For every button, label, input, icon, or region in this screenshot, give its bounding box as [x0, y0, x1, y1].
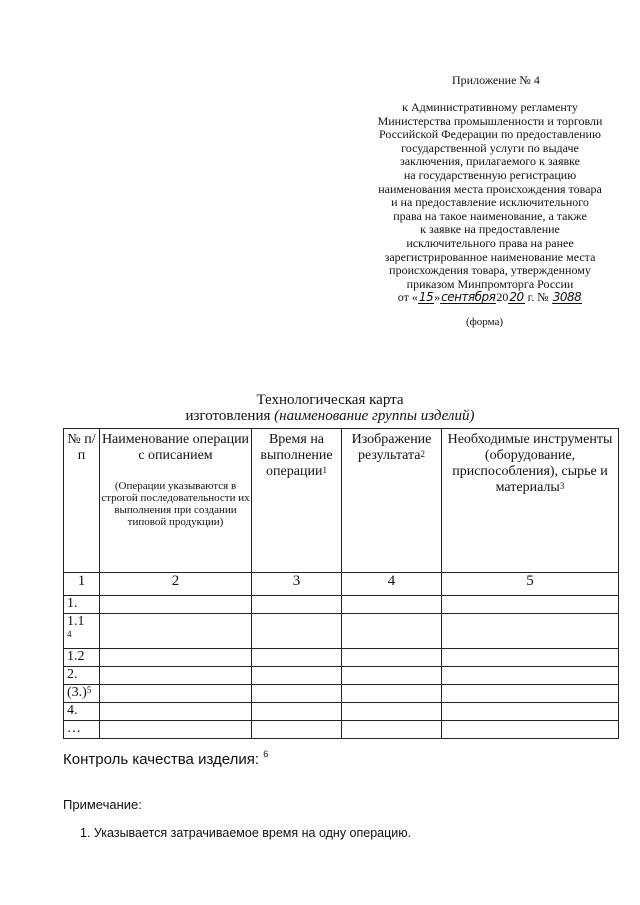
row-label — [64, 721, 100, 739]
column-number: 3 — [252, 573, 342, 596]
table-cell — [342, 614, 442, 649]
order-date-line — [372, 291, 608, 305]
table-cell — [252, 685, 342, 703]
column-number: 2 — [100, 573, 252, 596]
appendix-title: Приложение № 4 — [452, 73, 540, 87]
table-row — [64, 721, 619, 739]
date-sep: » — [434, 290, 441, 305]
row-label-text: 1.2 — [67, 649, 85, 664]
regulation-line: к Административному регламенту — [402, 100, 578, 114]
header-tools-text: Необходимые инструменты (оборудование, приспособления), сырье и материалы — [447, 432, 613, 495]
table-header-row — [64, 429, 619, 573]
column-number: 1 — [64, 573, 100, 596]
row-label — [64, 596, 100, 614]
table-cell — [100, 721, 252, 739]
footnote-ref: 3 — [559, 481, 565, 491]
table-cell — [442, 721, 619, 739]
row-label — [64, 685, 100, 703]
table-cell — [100, 596, 252, 614]
regulation-line: зарегистрированное наименование места — [384, 249, 596, 264]
regulation-line: права на такое наименование, а также — [393, 208, 587, 223]
regulation-line: происхождения товара, утвержденному — [389, 263, 591, 278]
row-label — [64, 614, 100, 649]
quality-control-heading — [63, 751, 268, 768]
header-cell-tools — [442, 429, 619, 573]
row-label — [64, 649, 100, 667]
table-cell — [100, 614, 252, 649]
table-cell — [442, 685, 619, 703]
handwritten-year: 20 — [509, 290, 524, 305]
regulation-line: Министерства промышленности и торговли — [377, 113, 603, 128]
table-cell — [442, 649, 619, 667]
table-cell — [342, 667, 442, 685]
header-cell-time — [252, 429, 342, 573]
footnote-ref: 1 — [322, 465, 327, 475]
header-image-text: Изображение результата — [351, 432, 432, 463]
regulation-line: на государственную регистрацию — [403, 167, 577, 182]
handwritten-day: 15 — [418, 290, 434, 305]
table-cell — [100, 667, 252, 685]
table-cell — [442, 614, 619, 649]
table-cell — [100, 703, 252, 721]
table-cell — [442, 596, 619, 614]
table-row — [64, 667, 619, 685]
table-cell — [342, 685, 442, 703]
footnote-ref: 5 — [86, 685, 92, 695]
table-row — [64, 596, 619, 614]
technology-card-table — [63, 428, 619, 739]
header-number-text: № п/п — [67, 432, 96, 463]
table-cell — [252, 614, 342, 649]
header-operation-text: Наименование операции с описанием — [101, 432, 250, 463]
row-label-text: (3.) — [67, 685, 87, 700]
row-label-text: 4. — [67, 703, 78, 718]
table-row — [64, 649, 619, 667]
form-label: (форма) — [466, 316, 504, 328]
row-label-text: 1. — [67, 596, 78, 611]
table-cell — [342, 703, 442, 721]
title-prefix: изготовления — [185, 408, 275, 424]
table-row — [64, 614, 619, 649]
regulation-line: наименования места происхождения товара — [378, 181, 602, 196]
table-cell — [342, 596, 442, 614]
regulation-line: Российской Федерации по предоставлению — [379, 127, 601, 142]
footnote-ref: 2 — [420, 449, 425, 459]
footnote-ref: 6 — [263, 749, 269, 759]
column-number: 5 — [442, 573, 619, 596]
quality-control-text: Контроль качества изделия: — [63, 751, 260, 768]
header-cell-number — [64, 429, 100, 573]
header-time-text: Время на выполнение операции — [260, 432, 333, 479]
table-cell — [252, 649, 342, 667]
column-number-row — [64, 573, 619, 596]
row-label-text: 2. — [67, 667, 78, 682]
header-operation-note: (Операции указываются в строгой последовательности их выполнения при создании типовой продукции) — [101, 480, 250, 528]
notes-title: Примечание: — [63, 797, 142, 812]
date-prefix: от « — [397, 290, 418, 305]
document-title — [160, 392, 500, 424]
table-row — [64, 685, 619, 703]
table-cell — [252, 596, 342, 614]
table-cell — [100, 649, 252, 667]
column-number: 4 — [342, 573, 442, 596]
regulation-line: и на предоставление исключительного — [391, 195, 589, 210]
regulation-line: исключительного права на ранее — [406, 235, 574, 250]
title-line-2 — [160, 408, 500, 424]
table-cell — [100, 685, 252, 703]
title-placeholder: (наименование группы изделий) — [274, 408, 475, 424]
footnote-ref: 4 — [67, 629, 72, 639]
table-cell — [442, 703, 619, 721]
order-number-label: г. № — [524, 290, 552, 305]
header-cell-image — [342, 429, 442, 573]
row-label — [64, 667, 100, 685]
title-line-1: Технологическая карта — [256, 392, 404, 408]
regulation-reference — [372, 101, 608, 305]
table-cell — [252, 667, 342, 685]
table-cell — [252, 721, 342, 739]
regulation-line: заключения, прилагаемого к заявке — [399, 154, 580, 169]
table-cell — [252, 703, 342, 721]
table-cell — [342, 649, 442, 667]
handwritten-order-number: 3088 — [552, 290, 582, 305]
row-label — [64, 703, 100, 721]
year-prefix: 20 — [496, 290, 509, 305]
table-cell — [342, 721, 442, 739]
table-cell — [442, 667, 619, 685]
header-cell-operation — [100, 429, 252, 573]
handwritten-month: сентября — [441, 290, 496, 305]
note-item: 1. Указывается затрачиваемое время на одну операцию. — [80, 826, 412, 840]
regulation-line: приказом Минпромторга России — [406, 276, 574, 291]
row-label-text: … — [67, 721, 81, 736]
regulation-line: к заявке на предоставление — [420, 222, 560, 237]
row-label-text: 1.1 — [67, 614, 85, 629]
regulation-line: государственной услуги по выдаче — [401, 140, 579, 155]
table-row — [64, 703, 619, 721]
